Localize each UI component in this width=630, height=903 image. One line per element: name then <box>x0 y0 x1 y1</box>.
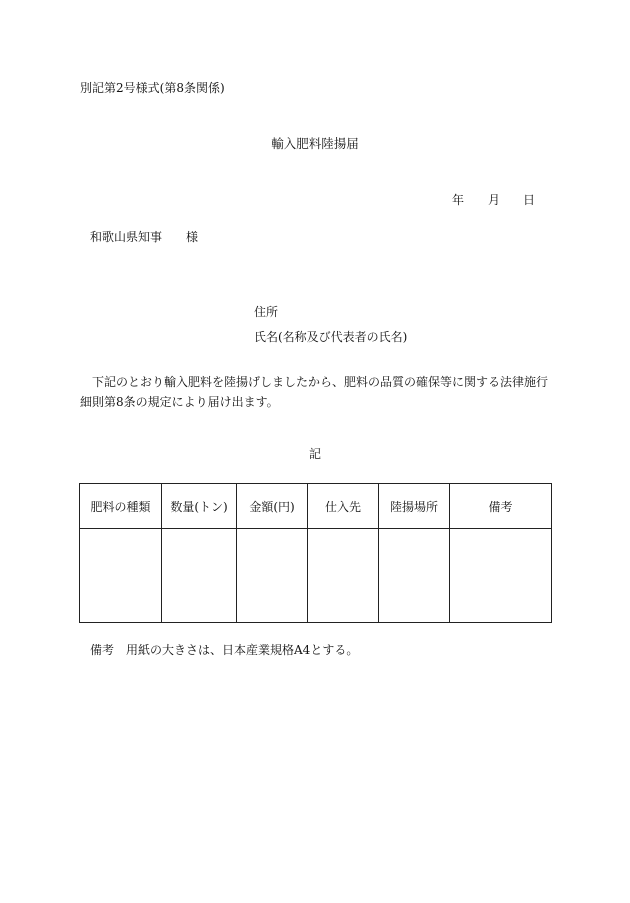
note-text: 用紙の大きさは、日本産業規格A4とする。 <box>126 643 359 657</box>
ki-heading: 記 <box>308 447 321 461</box>
cell-fertilizer-type <box>80 529 162 623</box>
table-row <box>80 529 552 623</box>
cell-amount <box>237 529 308 623</box>
col-header-remarks: 備考 <box>450 484 552 529</box>
date-line <box>452 192 535 208</box>
col-header-amount: 金額(円) <box>237 484 308 529</box>
col-header-fertilizer-type: 肥料の種類 <box>80 484 162 529</box>
table-header-row <box>80 484 552 529</box>
col-header-quantity: 数量(トン) <box>162 484 237 529</box>
document-title: 輸入肥料陸揚届 <box>271 136 359 151</box>
fertilizer-table-grid <box>79 483 552 623</box>
cell-remarks <box>450 529 552 623</box>
date-day: 日 <box>523 193 536 207</box>
col-header-supplier: 仕入先 <box>308 484 379 529</box>
cell-supplier <box>308 529 379 623</box>
form-number: 別記第2号様式(第8条関係) <box>80 81 225 95</box>
addressee-honorific: 様 <box>186 230 199 244</box>
fertilizer-table <box>79 483 552 623</box>
date-month: 月 <box>488 193 501 207</box>
addressee-name: 和歌山県知事 <box>90 230 163 244</box>
note <box>90 642 358 658</box>
date-year: 年 <box>452 193 465 207</box>
cell-quantity <box>162 529 237 623</box>
addressee <box>90 229 198 245</box>
applicant-name-label: 氏名(名称及び代表者の氏名) <box>254 330 408 344</box>
note-label: 備考 <box>90 643 115 657</box>
applicant-address-label: 住所 <box>254 305 279 319</box>
body-text: 下記のとおり輸入肥料を陸揚げしましたから、肥料の品質の確保等に関する法律施行細則第8条の規定により届け出ます。 <box>80 375 549 409</box>
cell-landing-place <box>379 529 450 623</box>
col-header-landing-place: 陸揚場所 <box>379 484 450 529</box>
